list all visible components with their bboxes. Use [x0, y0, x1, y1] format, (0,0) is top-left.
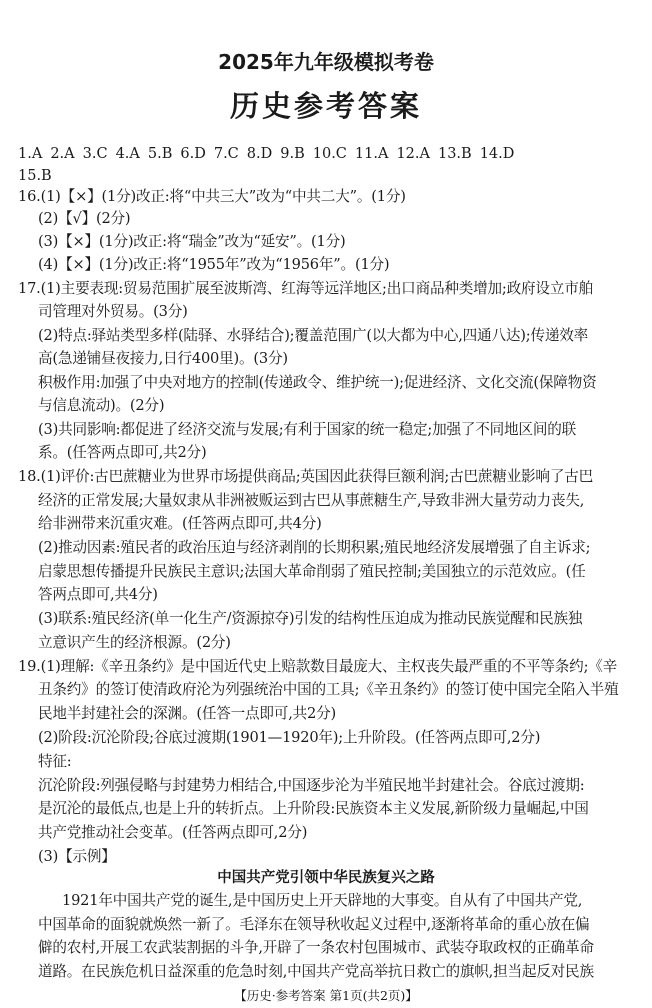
mc-line-2: 15.B: [18, 168, 52, 184]
q19-line: 特征:: [38, 753, 72, 770]
q17-line: 系。(任答两点即可,共2分): [38, 444, 207, 461]
mc-answer: 9.B: [280, 146, 305, 162]
mc-answer: 11.A: [354, 146, 389, 162]
q18-line: 经济的正常发展;大量奴隶从非洲被贩运到古巴从事蔗糖生产,导致非洲大量劳动力丧失,: [38, 492, 585, 509]
q19-line: 19.(1)理解:《辛丑条约》是中国近代史上赔款数目最庞大、主权丧失最严重的不平等条约;《辛: [18, 658, 618, 675]
q16-part1: 16.(1)【×】(1分)改正:将“中共三大”改为“中共二大”。(1分): [18, 188, 406, 205]
essay-line: 1921年中国共产党的诞生,是中国历史上开天辟地的大事变。自从有了中国共产党,: [62, 892, 583, 909]
multiple-choice-answers: [18, 143, 648, 187]
mc-answer: 2.A: [50, 146, 75, 162]
q18-line: 给非洲带来沉重灾难。(任答两点即可,共4分): [38, 515, 322, 532]
answer-key-title: 历史参考答案: [229, 89, 422, 123]
mc-line-1: [18, 143, 648, 165]
mc-answer: 14.D: [479, 146, 515, 162]
mc-answer: 12.A: [396, 146, 430, 162]
q16-part4: (4)【×】(1分)改正:将“1955年”改为“1956年”。(1分): [38, 256, 390, 273]
essay-line: 道路。在民族危机日益深重的危急时刻,中国共产党高举抗日救亡的旗帜,担当起反对民族: [38, 963, 594, 980]
q17-line: (3)共同影响:都促进了经济交流与发展;有利于国家的统一稳定;加强了不同地区间的联: [38, 421, 577, 438]
mc-answer: 3.C: [82, 146, 108, 162]
q19-line: (2)阶段:沉沦阶段;谷底过渡期(1901—1920年);上升阶段。(任答两点即可,2分): [38, 729, 541, 746]
mc-answer: 10.C: [312, 146, 347, 162]
q17-line: 司管理对外贸易。(3分): [38, 303, 188, 320]
mc-answer: 7.C: [213, 146, 239, 162]
q18-line: 启蒙思想传播提升民族民主意识;法国大革命削弱了殖民控制;美国独立的示范效应。(任: [38, 563, 586, 580]
essay-title: 中国共产党引领中华民族复兴之路: [217, 870, 435, 886]
q19-line: 丑条约》的签订使清政府沦为列强统治中国的工具;《辛丑条约》的签订使中国完全陷入半殖: [38, 681, 619, 698]
q16-part3: (3)【×】(1分)改正:将“瑞金”改为“延安”。(1分): [38, 233, 346, 250]
q19-line: 沉沦阶段:列强侵略与封建势力相结合,中国逐步沦为半殖民地半封建社会。谷底过渡期:: [38, 777, 585, 794]
q16-part2: (2)【√】(2分): [38, 210, 131, 227]
q18-line: 立意识产生的经济根源。(2分): [38, 634, 231, 651]
q18-line: 答两点即可,共4分): [38, 586, 158, 603]
q17-line: 高(急递铺昼夜接力,日行400里)。(3分): [38, 350, 288, 367]
q19-line: 共产党推动社会变革。(任答两点即可,2分): [38, 824, 308, 841]
q19-line: (3)【示例】: [38, 848, 116, 865]
q18-line: 18.(1)评价:古巴蔗糖业为世界市场提供商品;英国因此获得巨额利润;古巴蔗糖业影响了古巴: [18, 468, 594, 485]
mc-answer: 1.A: [18, 146, 43, 162]
q17-line: 与信息流动)。(2分): [38, 397, 165, 414]
q19-line: 是沉沦的最低点,也是上升的转折点。上升阶段:民族资本主义发展,新阶级力量崛起,中国: [38, 800, 589, 817]
mc-answer: 6.D: [180, 146, 206, 162]
q18-line: (2)推动因素:殖民者的政治压迫与经济剥削的长期积累;殖民地经济发展增强了自主诉求;: [38, 539, 591, 556]
mc-answer: 13.B: [437, 146, 472, 162]
page-footer: 【历史·参考答案 第1页(共2页)】: [234, 988, 418, 1003]
mc-answer: 4.A: [115, 146, 140, 162]
q17-line: 积极作用:加强了中央对地方的控制(传递政令、维护统一);促进经济、文化交流(保障物资: [38, 374, 597, 391]
essay-line: 中国革命的面貌就焕然一新了。毛泽东在领导秋收起义过程中,逐渐将革命的重心放在偏: [38, 916, 590, 933]
q17-line: (2)特点:驿站类型多样(陆驿、水驿结合);覆盖范围广(以大都为中心,四通八达);传递效率: [38, 327, 589, 344]
q19-line: 民地半封建社会的深渊。(任答一点即可,共2分): [38, 705, 336, 722]
exam-title: 2025年九年级模拟考卷: [218, 50, 434, 74]
mc-answer: 5.B: [147, 146, 173, 162]
essay-line: 僻的农村,开展工农武装割据的斗争,开辟了一条农村包围城市、武装夺取政权的正确革命: [38, 939, 594, 956]
mc-answer: 8.D: [246, 146, 273, 162]
q18-line: (3)联系:殖民经济(单一化生产/资源掠夺)引发的结构性压迫成为推动民族觉醒和民族独: [38, 610, 583, 627]
q17-line: 17.(1)主要表现:贸易范围扩展至波斯湾、红海等远洋地区;出口商品种类增加;政府设立市舶: [18, 280, 594, 297]
